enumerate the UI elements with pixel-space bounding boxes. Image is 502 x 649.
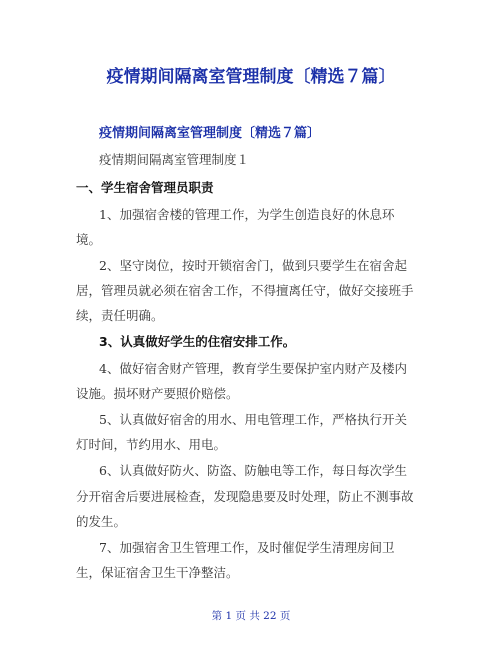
heading-accommodation: 3、认真做好学生的住宿安排工作。 bbox=[99, 334, 296, 349]
paragraph-line: 居，管理员就必须在宿舍工作，不得擅离任守，做好交接班手 bbox=[76, 283, 414, 298]
section-title: 疫情期间隔离室管理制度〔精选７篇〕 bbox=[99, 126, 321, 141]
document-title: 疫情期间隔离室管理制度〔精选７篇〕 bbox=[106, 67, 396, 87]
paragraph-line: 分开宿舍后要进展检查，发现隐患要及时处理，防止不测事故 bbox=[76, 489, 414, 504]
paragraph-line: 2、坚守岗位，按时开锁宿舍门，做到只要学生在宿舍起 bbox=[99, 258, 407, 273]
paragraph-line: 5、认真做好宿舍的用水、用电管理工作，严格执行开关 bbox=[99, 412, 407, 427]
paragraph-line: 生，保证宿舍卫生干净整洁。 bbox=[76, 565, 239, 580]
paragraph-line: 设施。损坏财产要照价赔偿。 bbox=[76, 386, 239, 401]
heading-responsibilities: 一、学生宿舍管理员职责 bbox=[76, 180, 214, 195]
paragraph-line: 续，责任明确。 bbox=[76, 308, 164, 323]
subtitle: 疫情期间隔离室管理制度１ bbox=[99, 152, 250, 167]
page-number-footer: 第 1 页 共 22 页 bbox=[211, 610, 291, 622]
paragraph-line: 境。 bbox=[76, 232, 102, 247]
paragraph-line: 7、加强宿舍卫生管理工作，及时催促学生清理房间卫 bbox=[99, 540, 395, 555]
paragraph-line: 4、做好宿舍财产管理，教育学生要保护室内财产及楼内 bbox=[99, 361, 407, 376]
paragraph-line: 的发生。 bbox=[76, 514, 127, 529]
paragraph-line: 1、加强宿舍楼的管理工作，为学生创造良好的休息环 bbox=[99, 207, 395, 222]
paragraph-line: 灯时间，节约用水、用电。 bbox=[76, 437, 227, 452]
paragraph-line: 6、认真做好防火、防盗、防触电等工作，每日每次学生 bbox=[99, 463, 407, 478]
